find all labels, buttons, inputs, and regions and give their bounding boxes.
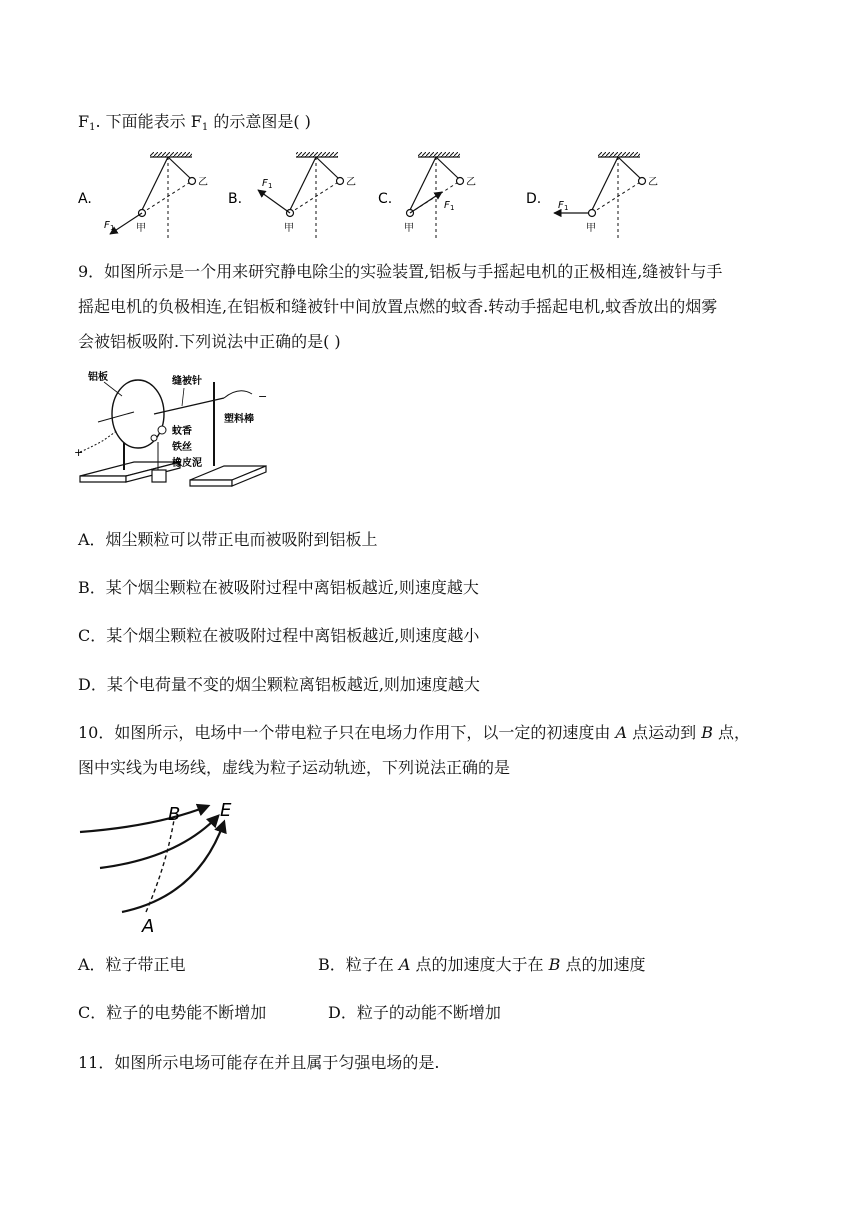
svg-text:乙: 乙 [648, 177, 658, 188]
q10-option-b: B．粒子在 A 点的加速度大于在 B 点的加速度 [318, 955, 646, 974]
svg-text:甲: 甲 [136, 223, 146, 234]
svg-text:1: 1 [450, 204, 455, 212]
q10-option-c: C．粒子的电势能不断增加 [78, 1003, 267, 1022]
q8-stem: $F_1$. 下面能表示 $F_1$ 的示意图是( ) [78, 112, 311, 133]
q10-field-figure [78, 796, 258, 936]
q9-label-wire: 铁丝 [172, 442, 192, 453]
q8-options-figure [70, 148, 710, 248]
q8-option-d [526, 152, 658, 240]
q8-option-d-letter: D. [526, 191, 542, 207]
svg-text:−: − [258, 390, 268, 403]
svg-text:+: + [74, 446, 84, 459]
svg-text:甲: 甲 [586, 223, 596, 234]
svg-text:乙: 乙 [466, 177, 476, 188]
q10-option-a: A．粒子带正电 [78, 955, 186, 974]
svg-text:乙: 乙 [198, 177, 208, 188]
q8-option-a [78, 152, 208, 240]
q9-option-b: B．某个烟尘颗粒在被吸附过程中离铝板越近,则速度越大 [78, 578, 479, 597]
svg-text:1: 1 [564, 204, 569, 212]
svg-text:甲: 甲 [284, 223, 294, 234]
q8-option-a-letter: A. [78, 191, 92, 207]
svg-text:乙: 乙 [346, 177, 356, 188]
svg-text:1: 1 [110, 224, 115, 232]
q9-stem-line2: 摇起电机的负极相连,在铝板和缝被针中间放置点燃的蚊香.转动手摇起电机,蚊香放出的烟雾 [78, 297, 718, 316]
q9-label-rod: 塑料棒 [224, 414, 254, 425]
q9-label-plate: 铝板 [88, 372, 108, 383]
q8-a-force: F [104, 220, 110, 231]
q10-stem-line1: 10．如图所示，电场中一个带电粒子只在电场力作用下，以一定的初速度由 A 点运动到 B 点， [78, 723, 751, 742]
q9-option-a: A．烟尘颗粒可以带正电而被吸附到铝板上 [78, 530, 378, 549]
q10-label-b: B [168, 804, 181, 825]
q9-apparatus-figure [74, 370, 274, 496]
q9-option-d: D．某个电荷量不变的烟尘颗粒离铝板越近,则加速度越大 [78, 675, 480, 694]
svg-text:1: 1 [268, 182, 273, 190]
q11-stem-line1: 11．如图所示电场可能存在并且属于匀强电场的是. [78, 1053, 440, 1072]
q10-stem-line2: 图中实线为电场线，虚线为粒子运动轨迹，下列说法正确的是 [78, 758, 511, 777]
q8-c-force: F [444, 200, 450, 211]
q9-label-incense: 蚊香 [172, 426, 192, 437]
q9-stem-line1: 9．如图所示是一个用来研究静电除尘的实验装置,铝板与手摇起电机的正极相连,缝被针与手 [78, 262, 723, 281]
svg-text:甲: 甲 [404, 223, 414, 234]
q9-label-clay: 橡皮泥 [172, 458, 202, 469]
q8-option-b [228, 152, 356, 240]
q9-stem-line3: 会被铝板吸附.下列说法中正确的是( ) [78, 332, 341, 351]
q8-d-force: F [558, 200, 564, 211]
q10-label-a: A [142, 916, 155, 936]
q8-b-force: F [262, 178, 268, 189]
q10-option-d: D．粒子的动能不断增加 [328, 1003, 501, 1022]
q9-label-needle: 缝被针 [172, 376, 202, 387]
q8-option-c [378, 152, 476, 240]
q10-label-e: E [220, 800, 232, 821]
q9-option-c: C．某个烟尘颗粒在被吸附过程中离铝板越近,则速度越小 [78, 626, 480, 645]
q8-option-c-letter: C. [378, 191, 393, 207]
q8-option-b-letter: B. [228, 191, 243, 207]
